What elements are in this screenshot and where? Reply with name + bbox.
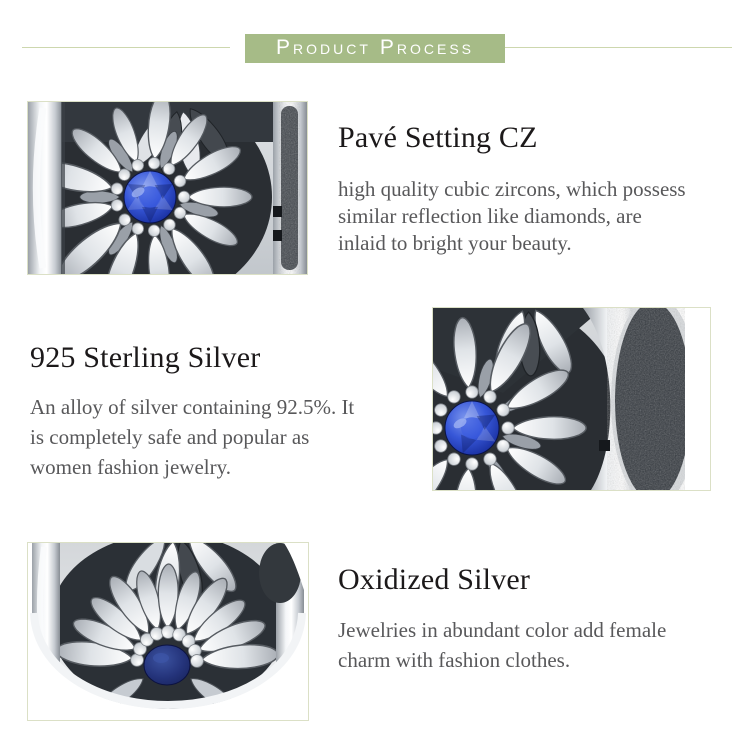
section-oxidized-silver	[338, 562, 738, 675]
section-body	[338, 176, 738, 257]
header-rule-left	[22, 47, 230, 48]
section-pave-setting-cz	[338, 120, 738, 257]
charm-front-illustration	[28, 102, 307, 274]
header-banner	[245, 34, 505, 63]
section-heading: Pavé Setting CZ	[338, 121, 538, 154]
charm-photo-front-view	[27, 101, 308, 275]
header-rule-right	[505, 47, 732, 48]
section-925-sterling-silver	[30, 340, 430, 482]
body-line: is completely safe and popular as	[30, 425, 310, 449]
section-body	[30, 392, 430, 482]
banner-word-product: PRODUCT	[275, 36, 371, 59]
section-body	[338, 615, 738, 675]
section-heading: Oxidized Silver	[338, 563, 531, 596]
charm-side-illustration	[433, 308, 710, 490]
charm-bottom-illustration	[28, 543, 308, 720]
body-line: Jewelries in abundant color add female	[338, 618, 667, 642]
charm-photo-side-view	[432, 307, 711, 491]
body-line: high quality cubic zircons, which possess	[338, 177, 686, 201]
body-line: women fashion jewelry.	[30, 455, 231, 479]
body-line: charm with fashion clothes.	[338, 648, 571, 672]
charm-photo-bottom-view	[27, 542, 309, 721]
body-line: similar reflection like diamonds, are	[338, 204, 642, 228]
body-line: An alloy of silver containing 92.5%. It	[30, 395, 355, 419]
banner-word-process: PROCESS	[379, 36, 475, 59]
body-line: inlaid to bright your beauty.	[338, 231, 572, 255]
section-heading: 925 Sterling Silver	[30, 341, 261, 374]
